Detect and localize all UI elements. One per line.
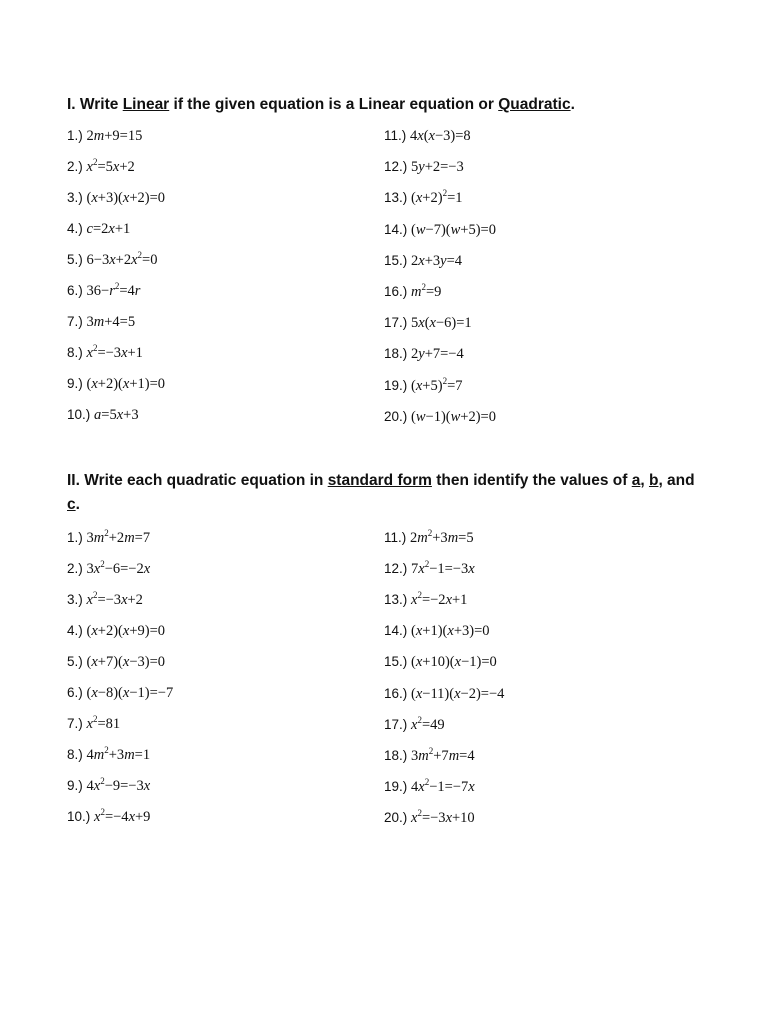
problem-equation: $7x^2-1=-3x$ <box>411 559 475 578</box>
problem-item <box>384 653 497 671</box>
problem-number: 11.) <box>384 530 411 545</box>
part1-heading <box>67 93 707 117</box>
problem-number: 14.) <box>384 221 412 237</box>
problem-item <box>384 221 496 239</box>
problem-item <box>384 377 463 395</box>
heading-text: then identify the values of <box>431 472 632 489</box>
part2-heading <box>67 469 707 517</box>
problem-item <box>67 313 135 331</box>
problem-equation: (x+10)(x−1)=0 <box>411 654 497 671</box>
problem-item <box>384 408 496 426</box>
problem-equation: $4x^2-1=-7x$ <box>411 776 475 795</box>
problem-item <box>67 808 150 826</box>
problem-number: 7.) <box>67 716 87 731</box>
problem-item <box>384 252 462 270</box>
problem-item <box>384 158 464 176</box>
problem-item <box>67 375 165 393</box>
problem-number: 20.) <box>384 408 412 424</box>
problem-number: 18.) <box>384 346 412 362</box>
problem-equation: 4x(x−3)=8 <box>410 128 471 144</box>
problem-equation: $3m^2+2m=7$ <box>86 528 151 546</box>
heading-text: . <box>75 496 80 513</box>
heading-text: . <box>570 96 575 113</box>
problem-item <box>384 809 475 827</box>
problem-equation: 5y+2=−3 <box>411 159 464 176</box>
problem-number: 6.) <box>67 685 87 700</box>
problem-number: 12.) <box>384 561 412 577</box>
problem-equation: 2x+3y=4 <box>411 252 463 269</box>
problem-number: 2.) <box>67 159 87 174</box>
problem-number: 16.) <box>384 284 412 299</box>
problem-number: 12.) <box>384 159 412 175</box>
problem-number: 3.) <box>67 592 87 607</box>
problem-equation: c=2x+1 <box>86 221 131 237</box>
problem-equation: 2m+9=15 <box>86 128 143 144</box>
problem-item <box>384 716 445 734</box>
problem-number: 16.) <box>384 685 412 701</box>
problem-equation: (x−8)(x−1)=−7 <box>86 685 174 701</box>
problem-item <box>67 684 173 702</box>
problem-equation: (x−11)(x−2)=−4 <box>411 685 505 702</box>
problem-number: 17.) <box>384 716 412 732</box>
problem-number: 13.) <box>384 190 412 206</box>
problem-item <box>67 746 150 764</box>
problem-equation: (x+2)(x+9)=0 <box>86 623 166 639</box>
problem-number: 13.) <box>384 592 412 608</box>
problem-equation: $x^2=-3x+1$ <box>86 343 143 361</box>
underlined-term: Quadratic <box>498 96 571 113</box>
problem-number: 20.) <box>384 809 412 825</box>
problem-number: 10.) <box>67 407 95 422</box>
problem-item <box>67 622 165 640</box>
problem-item <box>67 529 150 547</box>
problem-number: 7.) <box>67 314 87 329</box>
problem-number: 18.) <box>384 747 412 763</box>
problem-number: 15.) <box>384 654 412 670</box>
problem-item <box>67 560 150 578</box>
problem-item <box>384 127 471 145</box>
problem-number: 3.) <box>67 190 87 205</box>
problem-number: 1.) <box>67 530 87 545</box>
problem-number: 10.) <box>67 809 95 824</box>
problem-item <box>67 127 142 145</box>
problem-number: 8.) <box>67 345 87 360</box>
problem-equation: $x^2=81$ <box>86 714 121 732</box>
problem-number: 9.) <box>67 778 87 793</box>
problem-equation: $m^2=9$ <box>411 282 442 300</box>
problem-equation: $4m^2+3m=1$ <box>86 745 151 763</box>
problem-equation: $x^2=-2x+1$ <box>411 590 468 609</box>
problem-number: 19.) <box>384 778 412 794</box>
problem-equation: $(x+5)^2=7$ <box>411 375 463 394</box>
problem-number: 17.) <box>384 315 412 331</box>
problem-number: 19.) <box>384 377 412 393</box>
problem-number: 4.) <box>67 623 87 638</box>
problem-equation: $x^2=-3x+10$ <box>411 807 475 826</box>
underlined-term: Linear <box>122 96 170 113</box>
problem-equation: (x+7)(x−3)=0 <box>86 654 166 670</box>
problem-item <box>67 251 157 269</box>
problem-equation: $3x^2-6=-2x$ <box>86 559 151 577</box>
problem-item <box>67 591 143 609</box>
underlined-term: c <box>67 496 76 513</box>
problem-equation: $2m^2+3m=5$ <box>410 528 474 546</box>
problem-equation: $x^2=49$ <box>411 714 445 733</box>
problem-number: 9.) <box>67 376 87 391</box>
problem-equation: $x^2=-3x+2$ <box>86 590 143 608</box>
problem-item <box>384 189 463 207</box>
problem-number: 14.) <box>384 623 412 639</box>
problem-item <box>67 406 139 424</box>
problem-item <box>67 777 150 795</box>
problem-number: 2.) <box>67 561 87 576</box>
problem-item <box>67 282 140 300</box>
underlined-term: b <box>648 472 659 489</box>
problem-equation: (w−7)(w+5)=0 <box>411 221 496 238</box>
problem-equation: (x+1)(x+3)=0 <box>411 623 490 640</box>
problem-number: 6.) <box>67 283 87 298</box>
underlined-term: standard form <box>327 472 432 489</box>
problem-equation: (x+2)(x+1)=0 <box>86 376 166 392</box>
problem-number: 8.) <box>67 747 87 762</box>
problem-equation: $36-r^2=4r$ <box>86 281 141 299</box>
underlined-term: a <box>631 472 641 489</box>
problem-number: 1.) <box>67 128 87 143</box>
problem-item <box>384 622 490 640</box>
heading-text: I. Write <box>67 96 123 113</box>
problem-number: 5.) <box>67 252 87 267</box>
problem-item <box>384 283 441 301</box>
problem-item <box>384 747 475 765</box>
heading-text: II. Write each quadratic equation in <box>67 472 328 489</box>
problem-item <box>384 345 464 363</box>
problem-equation: 2y+7=−4 <box>411 346 464 363</box>
problem-item <box>384 560 475 578</box>
problem-item <box>67 715 120 733</box>
problem-equation: $6-3x+2x^2=0$ <box>86 250 158 268</box>
problem-item <box>67 158 135 176</box>
problem-equation: 5x(x−6)=1 <box>411 315 472 332</box>
problem-number: 4.) <box>67 221 87 236</box>
problem-item <box>67 220 130 238</box>
problem-number: 15.) <box>384 252 412 268</box>
problem-item <box>67 344 143 362</box>
heading-text: if the given equation is a Linear equation or <box>169 96 499 113</box>
problem-equation: $4x^2-9=-3x$ <box>86 776 151 794</box>
problem-item <box>384 529 474 547</box>
problem-equation: a=5x+3 <box>94 407 139 423</box>
problem-equation: $(x+2)^2=1$ <box>411 188 463 207</box>
problem-equation: 3m+4=5 <box>86 314 136 330</box>
problem-equation: $x^2=5x+2$ <box>86 157 135 175</box>
problem-item <box>384 591 467 609</box>
problem-item <box>384 778 475 796</box>
problem-equation: $3m^2+7m=4$ <box>411 745 475 764</box>
heading-text: , <box>640 472 649 489</box>
problem-number: 5.) <box>67 654 87 669</box>
problem-number: 11.) <box>384 128 411 143</box>
problem-equation: (w−1)(w+2)=0 <box>411 408 496 425</box>
problem-item <box>384 314 472 332</box>
problem-equation: (x+3)(x+2)=0 <box>86 190 166 206</box>
heading-text: , and <box>658 472 695 489</box>
problem-equation: $x^2=-4x+9$ <box>94 807 151 825</box>
problem-item <box>67 189 165 207</box>
problem-item <box>67 653 165 671</box>
problem-item <box>384 685 504 703</box>
